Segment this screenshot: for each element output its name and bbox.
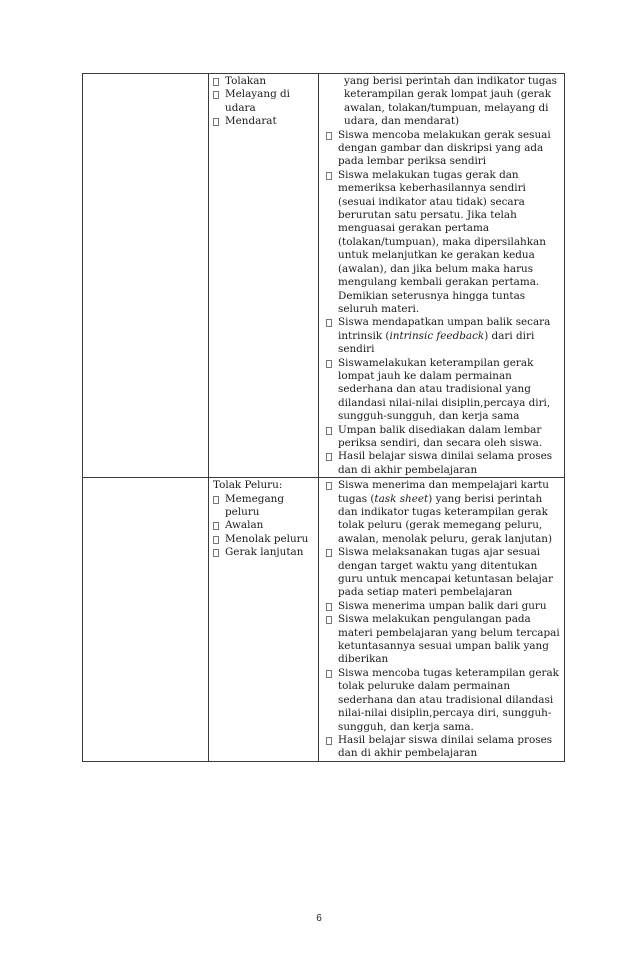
checkbox-bullet-icon [326,482,332,490]
italic-term: task sheet [374,492,429,505]
checkbox-bullet-icon [213,78,219,86]
list-item: Hasil belajar siswa dinilai selama proses dan di akhir pembelajaran [326,450,560,477]
checkbox-bullet-icon [326,453,332,461]
material-heading: Tolak Peluru: [213,479,283,492]
checkbox-bullet-icon [213,496,219,504]
list-item: Memegang peluru [213,493,316,520]
list-item: Hasil belajar siswa dinilai selama proses dan di akhir pembelajaran [326,734,560,761]
list-item: Melayang di udara [213,88,316,115]
checkbox-bullet-icon [326,549,332,557]
checkbox-bullet-icon [326,427,332,435]
checkbox-bullet-icon [326,132,332,140]
list-item: Menolak peluru [213,533,316,546]
page-number: 6 [316,913,322,924]
checkbox-bullet-icon [326,603,332,611]
table-row [83,478,565,762]
rich-text: Siswa menerima dan mempelajari kartu tugas (task sheet) yang berisi perintah dan indikator tugas keterampilan gerak tolak peluru (gerak memegang peluru, awalan, menolak peluru, gerak lanjutan) [338,479,553,545]
list-item: Siswa melaksanakan tugas ajar sesuai dengan target waktu yang ditentukan guru untuk mencapai ketuntasan belajar pada setiap materi pembelajaran [326,546,560,600]
list-item: Umpan balik disediakan dalam lembar periksa sendiri, dan secara oleh siswa. [326,424,560,451]
checkbox-bullet-icon [326,172,332,180]
list-item: Siswamelakukan keterampilan gerak lompat jauh ke dalam permainan sederhana dan atau tradisional yang dilandasi nilai-nilai disiplin,percaya diri, sungguh-sungguh, dan kerja sama [326,357,560,424]
list-item [326,316,560,356]
italic-term: intrinsic feedback [389,329,485,342]
rich-text: Siswa mendapatkan umpan balik secara intrinsik (intrinsic feedback) dari diri sendiri [338,316,551,356]
list-item: Siswa melakukan tugas gerak dan memeriksa keberhasilannya sendiri (sesuai indikator atau tidak) secara berurutan satu persatu. Jika telah menguasai gerakan pertama (tolakan/tumpuan), maka dipersilahkan untuk melanjutkan ke gerakan kedua (awalan), dan jika belum maka harus mengulang kembali gerakan pertama. Demikian seterusnya hingga tuntas seluruh materi. [326,169,560,316]
checkbox-bullet-icon [326,360,332,368]
list-item: Gerak lanjutan [213,546,316,559]
list-item: Siswa melakukan pengulangan pada materi pembelajaran yang belum tercapai ketuntasannya sesuai umpan balik yang diberikan [326,613,560,667]
material-cell [209,74,319,478]
list-item: Tolakan [213,75,316,88]
list-item: Siswa menerima umpan balik dari guru [326,600,560,613]
checkbox-bullet-icon [326,319,332,327]
checkbox-bullet-icon [326,670,332,678]
checkbox-bullet-icon [213,549,219,557]
checkbox-bullet-icon [213,536,219,544]
learning-activities-table [82,73,565,762]
list-item: Siswa mencoba tugas keterampilan gerak tolak peluruke dalam permainan sederhana dan atau tradisional dilandasi nilai-nilai disiplin,percaya diri, sungguh-sungguh, dan kerja sama. [326,667,560,734]
list-item: Awalan [213,519,316,532]
list-item: Mendarat [213,115,316,128]
empty-cell [83,74,209,478]
continued-text: yang berisi perintah dan indikator tugas keterampilan gerak lompat jauh (gerak awalan, tolakan/tumpuan, melayang di udara, dan mendarat) [344,75,557,128]
checkbox-bullet-icon [213,118,219,126]
material-cell [209,478,319,762]
checkbox-bullet-icon [326,616,332,624]
activity-cell [319,478,565,762]
list-item [326,479,560,546]
checkbox-bullet-icon [213,91,219,99]
empty-cell [83,478,209,762]
activity-cell [319,74,565,478]
checkbox-bullet-icon [326,737,332,745]
checkbox-bullet-icon [213,522,219,530]
list-item: Siswa mencoba melakukan gerak sesuai dengan gambar dan diskripsi yang ada pada lembar periksa sendiri [326,129,560,169]
table-row [83,74,565,478]
